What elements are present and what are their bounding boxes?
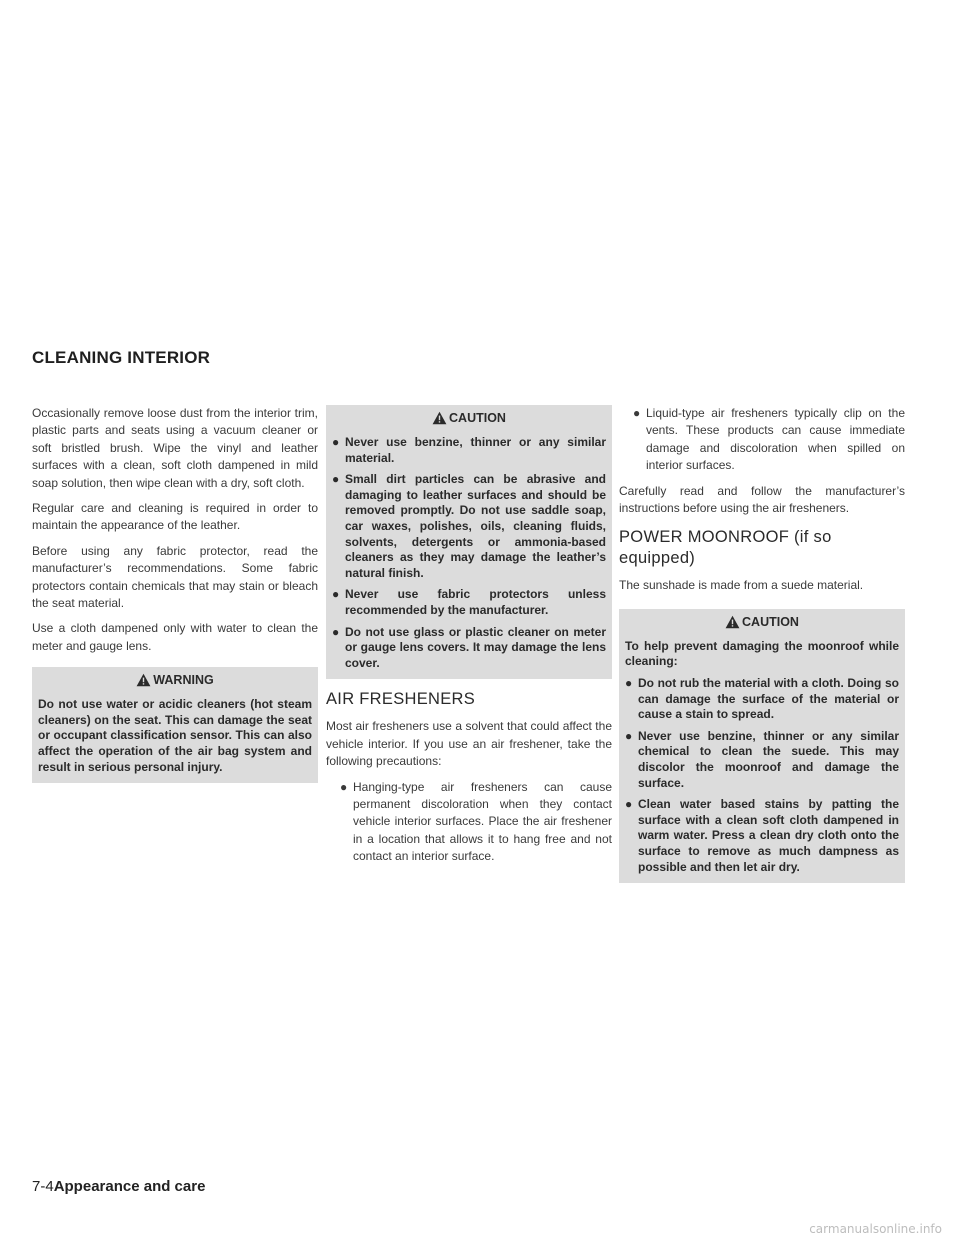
- watermark: carmanualsonline.info: [809, 1222, 942, 1236]
- moonroof-paragraph: The sunshade is made from a suede material.: [619, 578, 864, 593]
- warning-box: [32, 667, 318, 783]
- caution-heading: [619, 609, 905, 639]
- bullet-mark: ●: [332, 472, 340, 487]
- caution-box-leather: [326, 405, 612, 679]
- bullet-mark: ●: [633, 406, 641, 420]
- column-1: [32, 405, 318, 793]
- air-fresheners-heading: AIR FRESHENERS: [326, 690, 476, 709]
- closing-paragraph: Carefully read and follow the manufacturer’s instructions before using the air fresheners.: [619, 483, 905, 516]
- column-3: [619, 405, 905, 893]
- caution-label: CAUTION: [449, 411, 506, 425]
- bullet-mark: ●: [332, 435, 340, 449]
- bullet-mark: ●: [332, 587, 340, 602]
- page-footer: [32, 1178, 205, 1195]
- caution-item: ● Small dirt particles can be abrasive and damaging to leather surfaces and should be removed promptly. Do not use saddle soap, car waxes, polishes, oils, cleaning fluids, solvents, detergents or ammonia-based cleaners as they may damage the leather’s natural finish.: [332, 472, 606, 580]
- bullet-mark: ●: [625, 676, 633, 691]
- warning-triangle-icon: [136, 673, 151, 687]
- moonroof-heading: POWER MOONROOF (if so equipped): [619, 528, 832, 568]
- caution-box-moonroof: [619, 609, 905, 883]
- section-title: CLEANING INTERIOR: [32, 348, 211, 367]
- caution-item: ● Never use fabric protectors unless recommended by the manufacturer.: [332, 587, 606, 617]
- list-item: ● Liquid-type air fresheners typically clip on the vents. These products can cause immediate damage and discoloration when spilled on interior surfaces.: [633, 406, 905, 473]
- paragraph: Before using any fabric protector, read the manufacturer’s recommendations. Some fabric protectors contain chemicals that may stain or bleach the seat material.: [32, 543, 318, 611]
- warning-triangle-icon: [432, 411, 447, 425]
- paragraph: Use a cloth dampened only with water to clean the meter and gauge lens.: [32, 621, 318, 653]
- caution-heading: [326, 405, 612, 435]
- paragraph: Occasionally remove loose dust from the interior trim, plastic parts and seats using a vacuum cleaner or soft bristled brush. Wipe the vinyl and leather surfaces with a clean, soft cloth dampened in mild soap solution, then wipe clean with a dry, soft cloth.: [32, 406, 318, 490]
- bullet-mark: ●: [625, 797, 633, 812]
- paragraph: Regular care and cleaning is required in order to maintain the appearance of the leather.: [32, 501, 318, 533]
- warning-text: Do not use water or acidic cleaners (hot steam cleaners) on the seat. This can damage the seat or occupant classification sensor. This can also affect the operation of the air bag system and result in serious personal injury.: [38, 697, 312, 774]
- bullet-mark: ●: [340, 779, 348, 794]
- list-item: ● Hanging-type air fresheners can cause permanent discoloration when they contact vehicle interior surfaces. Place the air freshener in a location that allows it to hang free and not contact an interior surface.: [340, 779, 612, 864]
- caution-intro: To help prevent damaging the moonroof while cleaning:: [625, 638, 899, 669]
- page-number: 7-4: [32, 1178, 54, 1195]
- bullet-mark: ●: [625, 728, 633, 743]
- caution-item: ● Never use benzine, thinner or any similar material.: [332, 435, 606, 465]
- caution-item: ● Never use benzine, thinner or any similar chemical to clean the suede. This may discolor the moonroof and damage the surface.: [625, 728, 899, 790]
- column-2: [326, 405, 612, 874]
- caution-label: CAUTION: [742, 614, 799, 629]
- warning-triangle-icon: [725, 615, 740, 629]
- bullet-mark: ●: [332, 624, 340, 639]
- caution-item: ● Clean water based stains by patting the surface with a clean soft cloth dampened in warm water. Press a clean dry cloth onto the surface to remove as much dampness as possible and then let air dry.: [625, 797, 899, 874]
- footer-section-title: Appearance and care: [53, 1178, 206, 1195]
- caution-item: ● Do not rub the material with a cloth. Doing so can damage the surface of the material or cause a stain to spread.: [625, 676, 899, 722]
- warning-label: WARNING: [153, 673, 214, 688]
- caution-item: ● Do not use glass or plastic cleaner on meter or gauge lens covers. It may damage the lens cover.: [332, 624, 606, 670]
- air-fresheners-intro: Most air fresheners use a solvent that could affect the vehicle interior. If you use an air freshener, take the following precautions:: [326, 719, 612, 769]
- warning-heading: [32, 667, 318, 697]
